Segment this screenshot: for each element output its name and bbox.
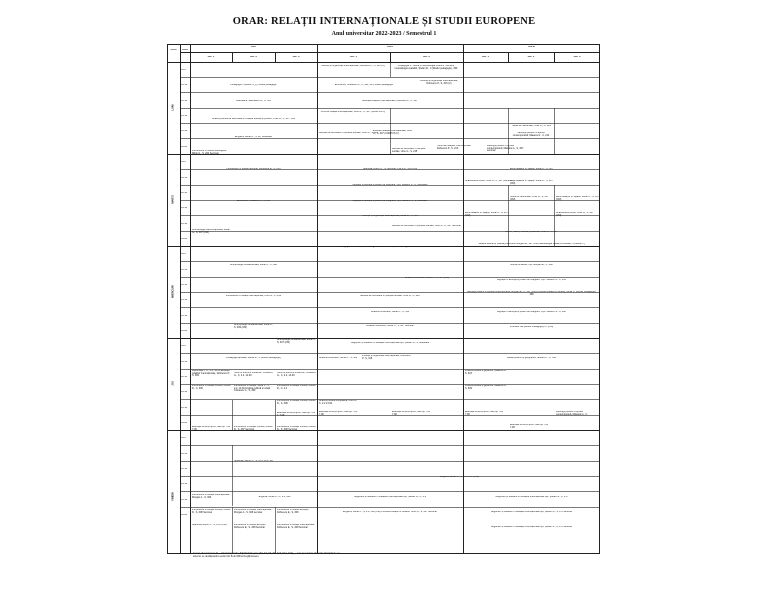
- class-cell: Antropologie fundamentală, Mihai C., S, 309 (CM): [234, 324, 274, 329]
- year-header: AN II: [387, 46, 393, 48]
- group-header: GR. 3: [292, 56, 300, 58]
- class-cell: Curs de relațiile internaționale, Ursu G., C, 307 (CAMPUS C): [320, 111, 386, 113]
- class-cell: Migrație în Europa și politici de integrare, Opt, Velescu S., C, Modulare: [352, 184, 428, 186]
- day-label: VINERI: [171, 492, 175, 501]
- hour-label: 18-20: [181, 330, 188, 332]
- hour-label: 10-12: [181, 453, 188, 455]
- group-header: GR. 1: [350, 56, 357, 58]
- class-cell: Pedagogie II: Teoria și metodologia instruirii. Teoria și metodologia evaluării, Ștefan R., C (Modul pedagogic), 306: [394, 65, 458, 70]
- page-title: ORAR: RELAȚII INTERNAȚIONALE ȘI STUDII EUROPENE: [232, 16, 536, 27]
- day-label: MIERCURI: [171, 285, 175, 298]
- hour-label: 12-14: [181, 192, 188, 194]
- class-cell: Metode de cercetare în științele sociale, Ursu G., S, 307: [319, 132, 379, 134]
- class-cell: Politică publică și gestiune, Mateica M., S, 315: [465, 370, 507, 375]
- class-cell: Studiile Istoriei și cultura proiectului Morgan E., 307 (CM) Metodologie Relații cu studiile, S (Mihai C.): [478, 243, 585, 245]
- hour-label: 18-20: [181, 238, 188, 240]
- hour-label: 8-10: [181, 69, 186, 71]
- class-cell: Procesul UE (Modul Pedagogic) 07 (CM): [509, 326, 554, 328]
- class-cell: Educație fizică și sport, Gai opt 7,01 7,08: [192, 426, 231, 431]
- hour-label: 12-14: [181, 468, 188, 470]
- class-cell: Introducere în Relații Politice, Andrei D., S, 308 Seminar: [192, 509, 231, 514]
- class-cell: Analiza conflictelor, Mihai C., S, 309: [319, 357, 358, 359]
- class-cell: Introducere în Relații Internaționale, Morgan A., S, 308 seminar: [234, 509, 272, 514]
- class-cell: Ideologii politice în epoca contemporană, Mateica G., C: [556, 411, 588, 416]
- class-cell: Evoluția relațiilor internaționale, Ursu G., S, 307 (CAMPUS C): [373, 130, 412, 135]
- class-cell: Relații politice și geografice, Ianescu I., C, 312: [506, 357, 557, 359]
- class-cell: Educație fizică și sport, Gai opt 7,01 7,08: [510, 424, 549, 429]
- class-cell: Economie, Cristescu G., S, 315: [236, 200, 271, 202]
- class-cell: Educație fizică și sport, Gai opt 7,01 7,08: [392, 411, 431, 416]
- class-cell: Istoria românilor, opt. Morgan E., C, 308: [510, 264, 553, 266]
- class-cell: Negocieri și Mediere în Relațiile Internaționale opt, Ștefan G., S, 2.9 Seminar: [490, 511, 573, 513]
- class-cell: Negocieri și Mediere în Relațiile Internaționale opt, Ștefan G., C, 2.9: [354, 496, 426, 498]
- footnote: C curs / S seminar / LP — laborator practic. Săptămânile pare (S2, S4, S6, S8, S10, S12, S14) — curs și seminar alternativ. Disciplinele cu asterisc se desfășoară la sediul din B-dul Mihail Kogălniceanu.: [193, 552, 340, 558]
- class-cell: Istorie, Sala și cultura proiectului, Ursu G., C, 307: [505, 231, 558, 233]
- page-subtitle: Anul universitar 2022-2023 / Semestrul 1: [331, 31, 437, 37]
- class-cell: Etica relațiilor în spațiul, Mihai C., S, 307 (CM): [465, 212, 508, 217]
- hour-label: 8-10: [181, 345, 186, 347]
- header-zi: ZIUA: [170, 49, 177, 51]
- hour-label: 16-18: [181, 223, 188, 225]
- group-header: GR. 2: [423, 56, 430, 58]
- class-cell: Antropologie fundamentală, Mihai C., S, 307 (CM): [277, 339, 317, 344]
- header-ora: ORA: [182, 49, 188, 51]
- class-cell: Teorii și doctrine moderne, Cristescu G., C, 2.2, 14:00: [234, 372, 273, 377]
- class-cell: Ideologii politice în epoca contemporană, Mateica G., C, 214: [512, 132, 550, 137]
- class-cell: Studii de Securitate, Ursu G., C, 214: [512, 125, 551, 127]
- class-cell: Introducere în studiul Europei, Dobrescu E., S, 308: [277, 509, 309, 514]
- class-cell: Migrație în Europa și politici de integrare, Opt, Velescu S., S, 308: [497, 311, 566, 313]
- class-cell: Pedagogie II: Teoria și metodologia instruirii. Teoria și metodologia evaluării, Leoveanu A., S, 306: [338, 246, 442, 248]
- class-cell: Ideologii politice în epoca contemporană, Mateica G., S, 307 seminar: [487, 145, 524, 153]
- hour-label: 14-16: [181, 483, 188, 485]
- class-cell: Introducere în Relații Politice, Andrei D., C, 2.2: [277, 385, 316, 390]
- hour-label: 18-20: [181, 514, 188, 516]
- class-cell: Analiza conflictelor, Mihai C., S, 307 Seminar: [366, 325, 414, 327]
- hour-label: 10-12: [181, 177, 188, 179]
- group-header: GR. 1: [207, 56, 215, 58]
- class-cell: Spaniolă, Bucur C., S, 11:1, 11:2, 2R: [234, 460, 273, 462]
- group-header: GR. 2: [250, 56, 257, 58]
- hour-label: 14-16: [181, 299, 188, 301]
- class-cell: Introducere în Relații Internaționale, Ursu G., C, 232: [225, 295, 282, 297]
- year-header: AN I: [250, 46, 257, 48]
- class-cell: Antropologie istorică aplicată, Mihai G., S, 307 (CM): [192, 229, 230, 234]
- day-label: LUNI: [171, 104, 175, 111]
- hour-label: 18-20: [181, 146, 188, 148]
- hour-label: 14-16: [181, 207, 188, 209]
- class-cell: Studii de Securitate, Ursu G., S, 307 (CM): [510, 196, 549, 201]
- class-cell: Introducere în studiul Europei, Dobrescu E., C, 219: [226, 168, 281, 170]
- class-cell: Teorii ale relațiilor internaționale, Dobrescu P., S, 213: [437, 145, 472, 150]
- hour-label: 8-10: [181, 253, 186, 255]
- class-cell: Engleză, Mihai C., S, 2.2, 308 (CM) Procesul Relații cu Studiile, Ursu G., S, 307 Seminar: [343, 511, 437, 513]
- class-cell: Engleză, Mihai C., C, 2.2, 308: [258, 496, 291, 498]
- class-cell: Analiza politică de securitate în relațiile sociale și politice, Ursu G., C, 317, 303: [211, 118, 296, 120]
- class-cell: Negocieri și Mediere în Relațiile Internaționale opt, Ștefan G., C, 2.9: [495, 496, 568, 498]
- class-cell: Engleză, Mihai C., S, 11:3, 307 (CM): [440, 476, 479, 478]
- class-cell: Migrație în Europa și politici de integrare, Opt, Velescu S., S, Modulare: [352, 200, 428, 202]
- class-cell: Instituții și organizații internaționale, Dobrescu P., C, 413 (C): [321, 65, 385, 67]
- hour-label: 14-16: [181, 115, 188, 117]
- class-cell: Introducere în studiul ideologiilor, Mihai G., S, 200 Seminar: [192, 150, 227, 155]
- class-cell: Negocieri și Mediere în Relațiile Internaționale opt, Ștefan G., S, 2.9 Seminar: [490, 526, 573, 528]
- class-cell: Instituții și organizații internaționale, Dobrescu P., S, 315: [362, 355, 411, 360]
- class-cell: Migrație în Europa și politici de integrare, Opt, Velescu S., C, 136: [497, 279, 566, 281]
- hour-label: 12-14: [181, 100, 188, 102]
- class-cell: Introducere în Relații Politice, Andrei D., C, 309: [192, 385, 231, 390]
- hour-label: 10-12: [181, 84, 188, 86]
- class-cell: Pedagogie I (Modul IV_1), Modul pedagogic: [230, 84, 277, 86]
- class-cell: Introducere în studiul Europei, Dobrescu E., S, 308 Seminar: [234, 524, 266, 529]
- class-cell: Introducere în Relații Politice, Andrei D., S, 308 Seminar: [277, 426, 316, 431]
- class-cell: Analiza politică europeană, Ursu G., C, 2.2 14:00: [319, 400, 358, 405]
- year-header: AN III: [528, 46, 535, 48]
- class-cell: Evoluția relațiilor internaționale, Dobrescu P., C, 307: [362, 100, 418, 102]
- class-cell: Educație fizică și sport, Gai opt 7,01 7,08: [319, 411, 358, 416]
- group-header: GR. 3: [573, 56, 581, 58]
- hour-label: 16-18: [181, 315, 188, 317]
- class-cell: Instituții și organizații internaționale, Dobrescu P., S, 315 (C): [420, 80, 458, 85]
- class-cell: Gramatică, Săvulescu G., C, 315: [236, 100, 271, 102]
- class-cell: Educație fizică și sport, Gai opt 7,01 7,08: [465, 411, 504, 416]
- class-cell: Diplomație I, C., 2.2, 14:00 Evoluția relațiilor internaționale, Dobrescu P., S, 309: [192, 370, 231, 378]
- class-cell: Analiza Economiei, Ursu G., C, 307 (Mihai C.): [465, 180, 514, 182]
- class-cell: Etica relațiilor în spațiul, Mihai C., S, 307 (CM): [510, 180, 553, 185]
- class-cell: Ideologii politice în epoca contemporană, Morgan E., C, 307 (CM) Procesul Relații cu studiile, Mihai C. (Modul Pedagogic) 308: [467, 291, 596, 296]
- group-header: GR. 1: [482, 56, 489, 58]
- class-cell: Economie, Cristescu G., C, 311, 313, Modul pedagogic: [334, 84, 394, 86]
- hour-label: 12-14: [181, 376, 188, 378]
- class-cell: Etica relațiilor în spațiul, Mihai C., S, 307 (CM): [556, 196, 599, 201]
- class-cell: Analiza Economiei, Ursu G., S, 307 (CM): [556, 212, 594, 217]
- day-label: JOI: [171, 381, 175, 386]
- hour-label: 8-10: [181, 161, 186, 163]
- class-cell: Teorii și doctrine moderne, Cristescu G., C, 2.2, 14:00: [277, 372, 316, 377]
- class-cell: Introducere în Relații Internaționale, Morgan A., S, 309: [192, 494, 230, 499]
- class-cell: Engleză, Mihai C., S, LP, Modulare: [235, 136, 272, 138]
- hour-label: 16-18: [181, 407, 188, 409]
- hour-label: 14-16: [181, 391, 188, 393]
- class-cell: Negocieri și Mediere în Relațiile Internaționale opt, Ștefan G., S, Modulare: [350, 342, 430, 344]
- hour-label: 16-18: [181, 499, 188, 501]
- day-label: MARȚI: [171, 195, 175, 204]
- hour-label: 12-14: [181, 284, 188, 286]
- class-cell: Educație fizică și sport, Gai opt 7,01 7, 7,08: [277, 412, 316, 417]
- class-cell: Introducere în Relații Politice, Andrei D., S, 307 Seminar: [234, 426, 273, 431]
- group-header: GR. 2: [527, 56, 535, 58]
- class-cell: Spaniolă, Bucur C., S, Seminar, 9 la 9.47, 301 9-10: [362, 168, 418, 170]
- class-cell: Instituții și organizații internaționale, Mihai M., C, 315: [362, 215, 418, 217]
- hour-label: 18-20: [181, 422, 188, 424]
- class-cell: Etica relațiilor în spațiul, Mihai C., C, 307: [509, 168, 554, 170]
- hour-label: 10-12: [181, 361, 188, 363]
- class-cell: Antropologie fundamentală, Mihai C., C, 308: [229, 264, 278, 266]
- class-cell: Politică publică și gestiune, Mateica M., S, 309: [465, 385, 507, 390]
- class-cell: Analiza conflictelor, Mihai C., S, 307 (CM): [404, 277, 450, 279]
- class-cell: Introducere în Relații, Mihai C., C, 2.2, 14:00 Analiza publică și relații, Cristescu G., S, 309: [234, 385, 271, 393]
- class-cell: Metode de cercetare în științele sociale, Ursu G., S, 215: [392, 148, 426, 153]
- class-cell: Metode de cercetare în științele sociale, Ursu G., C, 307 Seminar: [392, 225, 461, 227]
- class-cell: Analiza conflictelor, Mihai C., C, 311: [370, 311, 410, 313]
- hour-label: 10-12: [181, 269, 188, 271]
- hour-label: 8-10: [181, 437, 186, 439]
- timetable-grid: [167, 44, 600, 554]
- class-cell: Metode de cercetare în științele sociale, Ursu G., C, 226: [360, 295, 420, 297]
- hour-label: 16-18: [181, 130, 188, 132]
- class-cell: Spaniolă, Bucur C., S, 11:2 (CM): [192, 524, 227, 526]
- class-cell: Introducere în Relații Internaționale, Dobrescu E., S, 308 Seminar: [277, 524, 315, 529]
- class-cell: Pedagogie aplicată, Moise M., C (Modul pedagogic): [226, 357, 281, 359]
- class-cell: Introducere în Relații Politice, Andrei D., S, 308: [277, 400, 316, 405]
